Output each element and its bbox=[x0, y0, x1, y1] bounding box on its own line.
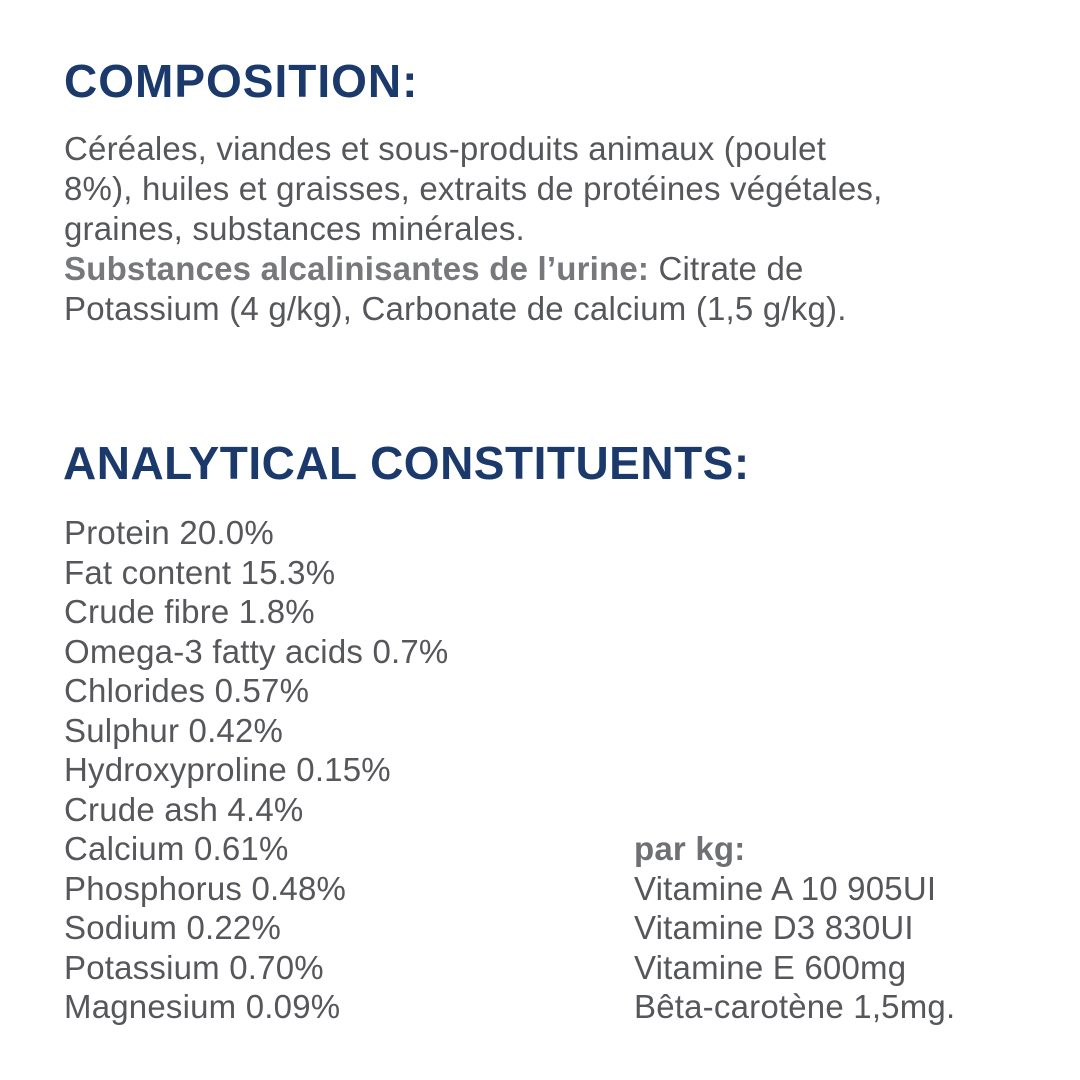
alkalinizing-substances-rest: Citrate de bbox=[649, 250, 804, 287]
analytical-item: Crude fibre 1.8% bbox=[64, 593, 315, 630]
composition-line: Potassium (4 g/kg), Carbonate de calcium (1,5 g/kg). bbox=[64, 290, 847, 327]
analytical-item: Omega-3 fatty acids 0.7% bbox=[64, 632, 449, 670]
analytical-heading: ANALYTICAL CONSTITUENTS: bbox=[63, 437, 750, 489]
composition-line bbox=[64, 249, 882, 289]
composition-paragraph bbox=[64, 129, 882, 329]
analytical-item: Potassium 0.70% bbox=[64, 948, 324, 986]
analytical-item: Phosphorus 0.48% bbox=[64, 869, 347, 907]
alkalinizing-substances-label: Substances alcalinisantes de l’urine: bbox=[64, 250, 650, 287]
analytical-item: Crude ash 4.4% bbox=[64, 790, 304, 828]
vitamin-item: Vitamine A 10 905UI bbox=[634, 869, 937, 907]
analytical-item: Sulphur 0.42% bbox=[64, 711, 284, 749]
analytical-item: Sodium 0.22% bbox=[64, 909, 282, 946]
composition-line: 8%), huiles et graisses, extraits de protéines végétales, bbox=[64, 170, 883, 207]
analytical-item: Protein 20.0% bbox=[64, 514, 274, 551]
analytical-list bbox=[64, 513, 448, 1027]
vitamin-item: Vitamine D3 830UI bbox=[634, 909, 914, 946]
per-kg-column bbox=[634, 829, 955, 1027]
vitamin-item: Vitamine E 600mg bbox=[634, 948, 907, 986]
analytical-item: Magnesium 0.09% bbox=[64, 988, 341, 1025]
analytical-item: Fat content 15.3% bbox=[64, 553, 336, 591]
per-kg-label: par kg: bbox=[634, 830, 746, 867]
analytical-item: Hydroxyproline 0.15% bbox=[64, 751, 391, 788]
composition-line: Céréales, viandes et sous-produits animaux (poulet bbox=[64, 130, 827, 167]
vitamin-item: Bêta-carotène 1,5mg. bbox=[634, 988, 956, 1025]
composition-line: graines, substances minérales. bbox=[64, 210, 525, 247]
analytical-item: Calcium 0.61% bbox=[64, 830, 289, 867]
analytical-item: Chlorides 0.57% bbox=[64, 672, 310, 709]
composition-heading: COMPOSITION: bbox=[64, 55, 419, 107]
